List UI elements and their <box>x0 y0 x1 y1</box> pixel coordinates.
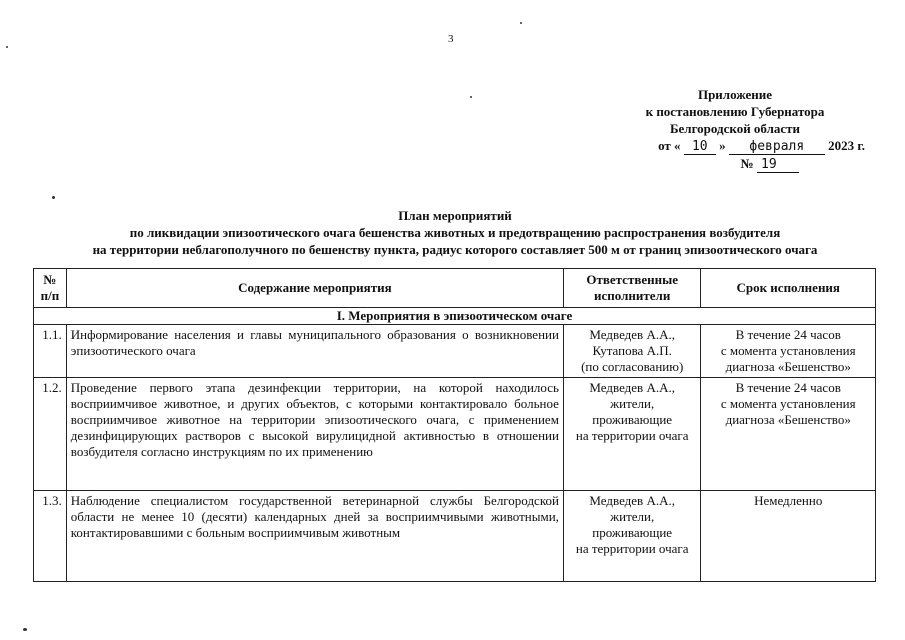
title-line-3: на территории неблагополучного по бешенству пункта, радиус которого составляет 500 м от границ эпизоотического очага <box>92 242 818 257</box>
appendix-block <box>605 86 865 173</box>
row-term: В течение 24 часов с момента установления диагноза «Бешенство» <box>701 325 876 378</box>
row-content: Наблюдение специалистом государственной ветеринарной службы Белгородской области не менее 10 (десяти) календарных дней за восприимчивыми животными, контактировавшими с больным восприимчивым животным <box>66 491 563 582</box>
scan-speck <box>470 96 472 98</box>
appendix-date-line <box>605 137 865 155</box>
table-header-row <box>34 269 876 308</box>
row-num: 1.2. <box>34 378 67 491</box>
row-responsible: Медведев А.А., жители, проживающие на территории очага <box>563 491 701 582</box>
table-row <box>34 325 876 378</box>
row-term: Немедленно <box>701 491 876 582</box>
header-term: Срок исполнения <box>701 269 876 308</box>
scan-speck <box>23 628 27 631</box>
header-responsible: Ответственные исполнители <box>563 269 701 308</box>
row-num: 1.3. <box>34 491 67 582</box>
appendix-line-1: к постановлению Губернатора <box>645 104 825 119</box>
date-day: 10 <box>684 140 716 155</box>
number-value: 19 <box>757 158 799 173</box>
title-line-1: План мероприятий <box>398 208 512 223</box>
document-title <box>30 207 880 258</box>
title-line-2: по ликвидации эпизоотического очага бешенства животных и предотвращению распространения возбудителя <box>129 225 781 240</box>
row-responsible: Медведев А.А., жители, проживающие на территории очага <box>563 378 701 491</box>
section-row <box>34 308 876 325</box>
appendix-line-2: Белгородской области <box>669 121 801 136</box>
plan-table <box>33 268 876 582</box>
row-content: Информирование населения и главы муниципального образования о возникновении эпизоотического очага <box>66 325 563 378</box>
scan-speck <box>6 46 8 48</box>
page-number: 3 <box>448 33 454 45</box>
table-row <box>34 378 876 491</box>
date-prefix: от « <box>658 138 681 153</box>
row-num: 1.1. <box>34 325 67 378</box>
row-term: В течение 24 часов с момента установления диагноза «Бешенство» <box>701 378 876 491</box>
date-mid: » <box>719 138 726 153</box>
table-row <box>34 491 876 582</box>
row-content: Проведение первого этапа дезинфекции территории, на которой находилось восприимчивое животное, и других объектов, с которыми контактировало больное восприимчивое животное на территории эпизоотического очага, с применением дезинфицирующих растворов с высокой вирулицидной активностью в отношении возбудителя согласно инструкциям по их применению <box>66 378 563 491</box>
appendix-number-line <box>605 155 865 173</box>
scan-speck <box>520 22 522 24</box>
header-content: Содержание мероприятия <box>66 269 563 308</box>
header-num: № п/п <box>34 269 67 308</box>
number-prefix: № <box>740 156 754 171</box>
section-title: I. Мероприятия в эпизоотическом очаге <box>34 308 876 325</box>
scan-speck <box>52 196 55 199</box>
row-responsible: Медведев А.А., Кутапова А.П. (по согласованию) <box>563 325 701 378</box>
date-year: 2023 г. <box>828 138 865 153</box>
appendix-title: Приложение <box>697 87 773 102</box>
date-month: февраля <box>729 140 825 155</box>
